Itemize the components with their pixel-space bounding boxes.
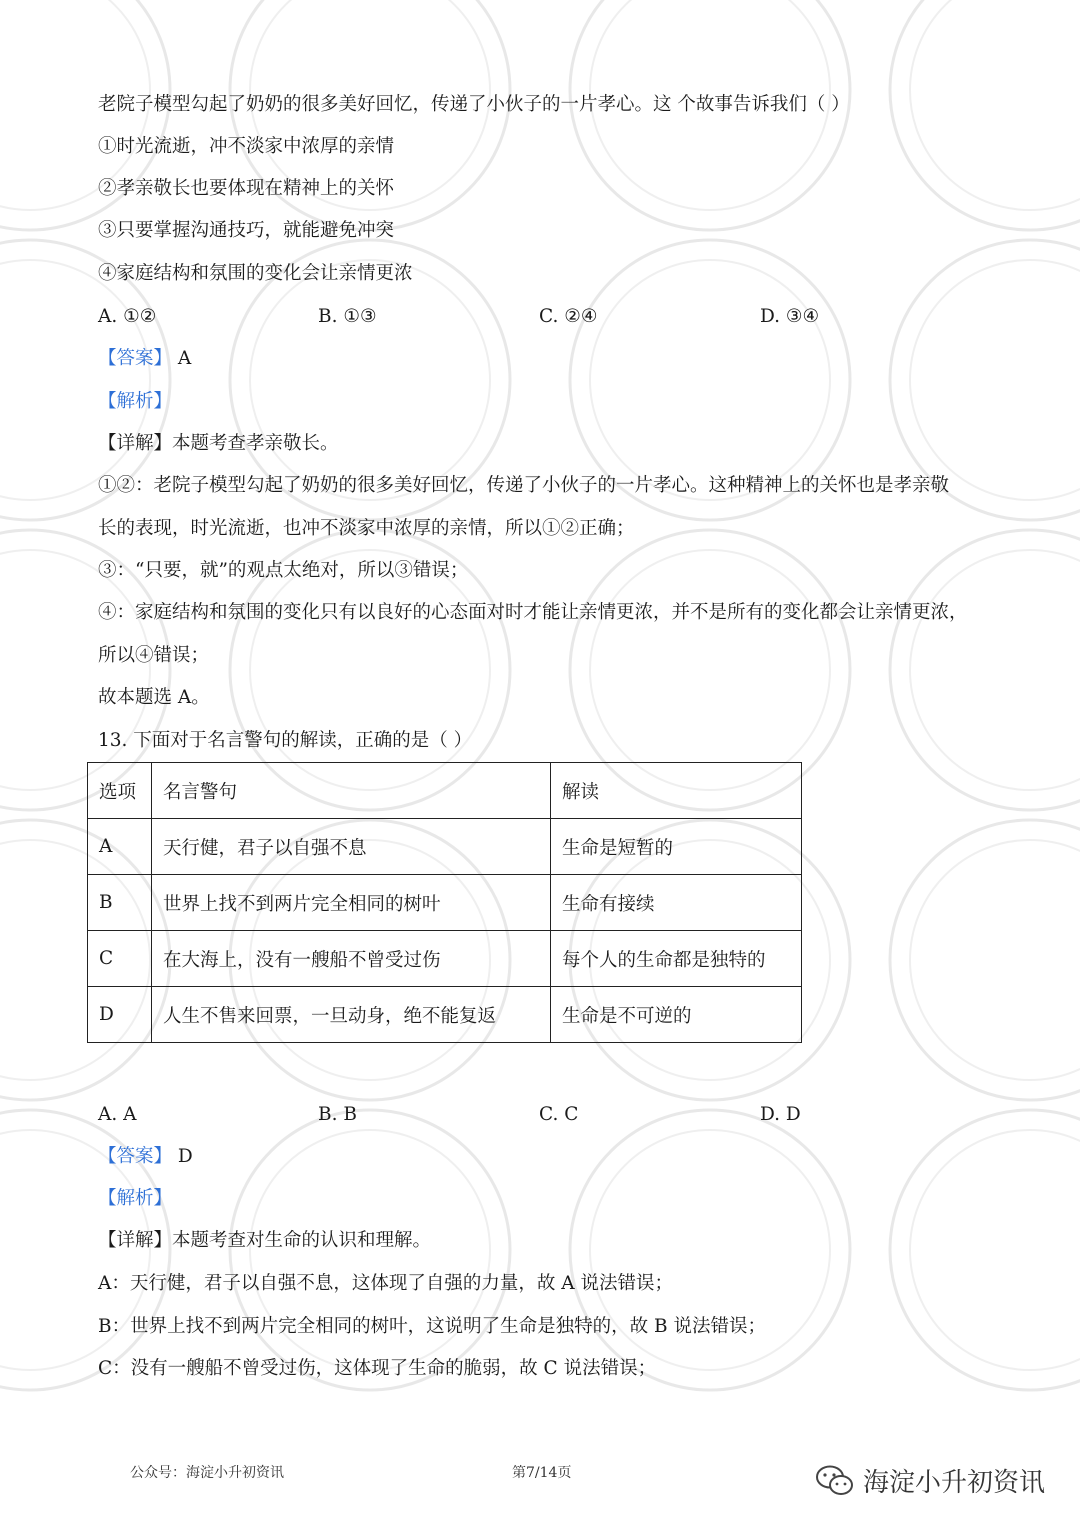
table-row (88, 875, 802, 931)
q12-statement-3: ③只要掌握沟通技巧，就能避免冲突 (98, 220, 395, 241)
q13-option-b: B. B (318, 1104, 357, 1125)
q12-detail-line: 长的表现，时光流逝，也冲不淡家中浓厚的亲情，所以①②正确； (98, 518, 635, 539)
table-cell: 生命是不可逆的 (551, 987, 802, 1043)
q13-option-a: A. A (98, 1104, 137, 1125)
q13-detail-line: A：天行健，君子以自强不息，这体现了自强的力量，故 A 说法错误； (98, 1273, 673, 1294)
q12-option-b: B. ①③ (318, 306, 377, 327)
answer-tag: 【答案】 (98, 1146, 173, 1167)
answer-value: D (177, 1146, 193, 1167)
table-cell: 在大海上，没有一艘船不曾受过伤 (152, 931, 551, 987)
table-cell: 生命是短暂的 (551, 819, 802, 875)
page-number: 第7/14页 (512, 1465, 572, 1481)
answer-tag: 【答案】 (98, 348, 173, 369)
q12-statement-4: ④家庭结构和氛围的变化会让亲情更浓 (98, 263, 413, 284)
brand-name: 海淀小升初资讯 (863, 1468, 1046, 1498)
q13-detail-line: B：世界上找不到两片完全相同的树叶，这说明了生命是独特的，故 B 说法错误； (98, 1316, 766, 1337)
table-cell: C (88, 931, 152, 987)
q12-detail-line: 故本题选 A。 (98, 687, 210, 708)
q13-stem: 13. 下面对于名言警句的解读，正确的是（ ） (98, 730, 473, 751)
q12-analysis-tag (98, 389, 172, 415)
table-row (88, 987, 802, 1043)
q12-detail-line: 【详解】本题考查孝亲敬长。 (98, 433, 339, 454)
q13-answer (98, 1144, 193, 1170)
q12-detail-line: 所以④错误； (98, 645, 210, 666)
brand-watermark (815, 1462, 1045, 1499)
table-cell: A (88, 819, 152, 875)
q12-detail-line: ①②：老院子模型勾起了奶奶的很多美好回忆，传递了小伙子的一片孝心。这种精神上的关怀也是孝亲敬 (98, 475, 950, 496)
table-header-cell: 选项 (88, 763, 152, 819)
q12-option-c: C. ②④ (539, 306, 598, 327)
table-cell: 生命有接续 (551, 875, 802, 931)
q12-answer (98, 346, 191, 372)
table-cell: 天行健，君子以自强不息 (152, 819, 551, 875)
answer-value: A (177, 348, 192, 369)
footer-account: 公众号：海淀小升初资讯 (130, 1465, 284, 1481)
table-cell: 世界上找不到两片完全相同的树叶 (152, 875, 551, 931)
analysis-tag: 【解析】 (98, 1188, 173, 1209)
q12-statement-1: ①时光流逝，冲不淡家中浓厚的亲情 (98, 136, 395, 157)
table-row (88, 819, 802, 875)
q13-option-c: C. C (539, 1104, 579, 1125)
table-cell: B (88, 875, 152, 931)
table-row (88, 931, 802, 987)
table-cell: D (88, 987, 152, 1043)
q12-statement-2: ②孝亲敬长也要体现在精神上的关怀 (98, 178, 395, 199)
table-cell: 每个人的生命都是独特的 (551, 931, 802, 987)
q12-option-d: D. ③④ (760, 306, 820, 327)
q12-stem: 老院子模型勾起了奶奶的很多美好回忆，传递了小伙子的一片孝心。这 个故事告诉我们（ ） (98, 94, 850, 115)
table-header-cell: 解读 (551, 763, 802, 819)
q12-option-a: A. ①② (98, 306, 157, 327)
q13-analysis-tag (98, 1186, 172, 1212)
q13-detail-line: C：没有一艘船不曾受过伤，这体现了生命的脆弱，故 C 说法错误； (98, 1358, 657, 1379)
analysis-tag: 【解析】 (98, 391, 173, 412)
q13-detail-line: 【详解】本题考查对生命的认识和理解。 (98, 1230, 432, 1251)
q13-table (87, 762, 802, 1043)
wechat-icon (815, 1464, 855, 1498)
table-cell: 人生不售来回票，一旦动身，绝不能复返 (152, 987, 551, 1043)
q12-detail-line: ④：家庭结构和氛围的变化只有以良好的心态面对时才能让亲情更浓，并不是所有的变化都会让亲情更浓， (98, 602, 968, 623)
table-header-row (88, 763, 802, 819)
q13-option-d: D. D (760, 1104, 801, 1125)
table-header-cell: 名言警句 (152, 763, 551, 819)
q12-detail-line: ③：“只要，就”的观点太绝对，所以③错误； (98, 560, 469, 581)
